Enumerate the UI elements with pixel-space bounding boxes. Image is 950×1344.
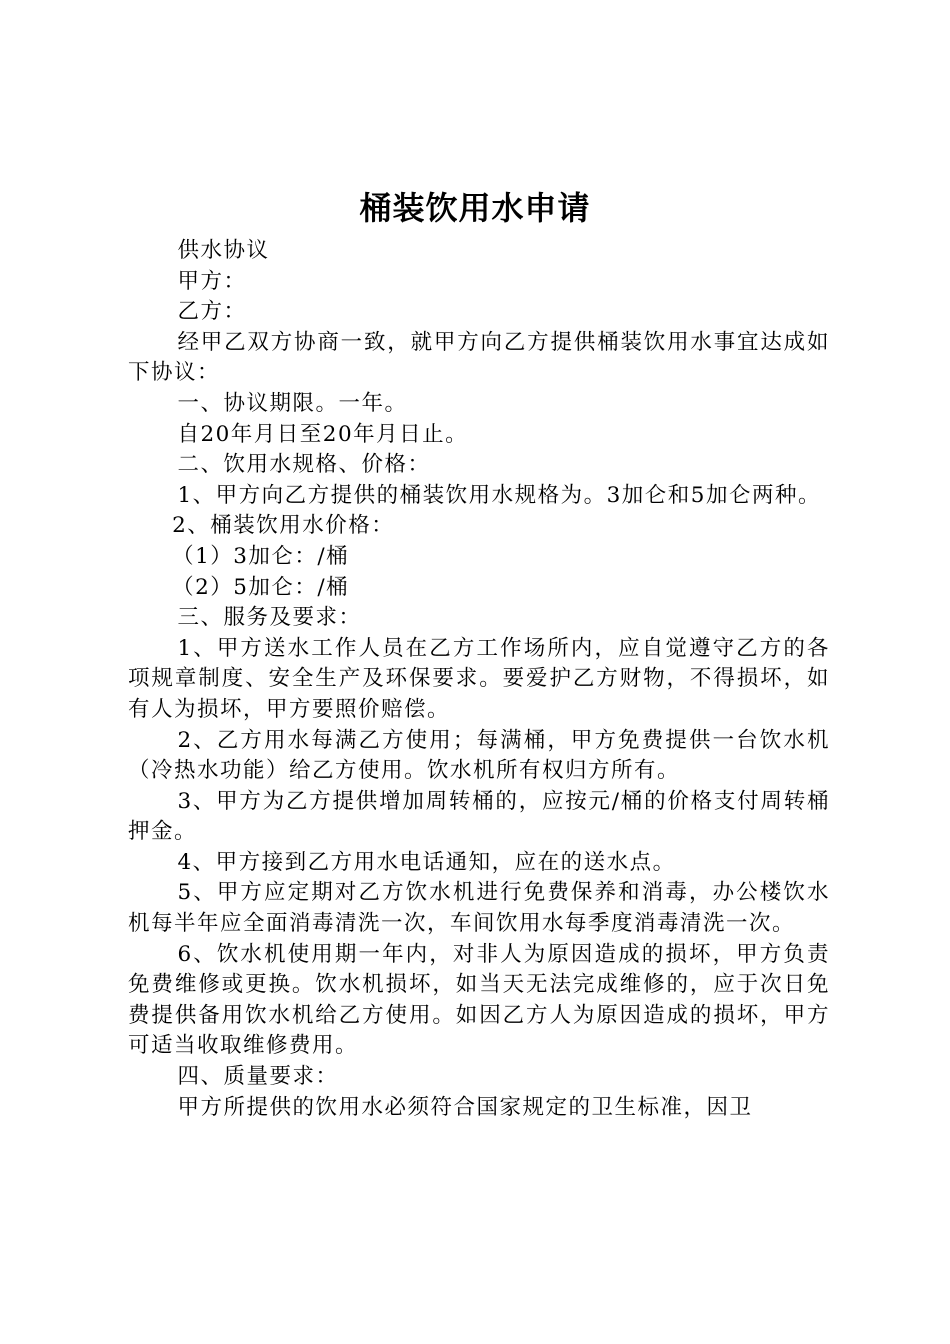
section-heading-spec-price: 二、饮用水规格、价格： (177, 452, 431, 478)
paragraph-price-3gal: （1）3加仑：/桶 (172, 543, 350, 569)
paragraph-party-b: 乙方： (177, 299, 247, 325)
paragraph-service-2: 2、乙方用水每满乙方使用；每满桶，甲方免费提供一台饮水机（冷热水功能）给乙方使用。饮水机所有权归方所有。 (128, 727, 830, 784)
paragraph-quality: 甲方所提供的饮用水必须符合国家规定的卫生标准，因卫 (177, 1094, 753, 1120)
section-heading-quality: 四、质量要求： (177, 1064, 339, 1090)
document-title: 桶装饮用水申请 (359, 189, 591, 227)
paragraph-term-dates: 自20年月日至20年月日止。 (177, 421, 469, 447)
paragraph-service-6: 6、饮水机使用期一年内，对非人为原因造成的损坏，甲方负责免费维修或更换。饮水机损坏，如当天无法完成维修的，应于次日免费提供备用饮水机给乙方使用。如因乙方人为原因造成的损坏，甲方可适当收取维修费用。 (128, 941, 830, 1059)
paragraph-intro: 经甲乙双方协商一致，就甲方向乙方提供桶装饮用水事宜达成如下协议： (128, 329, 830, 386)
paragraph-service-3: 3、甲方为乙方提供增加周转桶的，应按元/桶的价格支付周转桶押金。 (128, 788, 830, 845)
section-heading-service: 三、服务及要求： (177, 605, 362, 631)
paragraph-spec: 1、甲方向乙方提供的桶装饮用水规格为。3加仑和5加仑两种。 (177, 482, 821, 508)
paragraph-party-a: 甲方： (177, 268, 247, 294)
section-heading-term: 一、协议期限。一年。 (177, 390, 408, 416)
paragraph-price-5gal: （2）5加仑：/桶 (172, 574, 350, 600)
paragraph-service-4: 4、甲方接到乙方用水电话通知，应在的送水点。 (177, 849, 676, 875)
paragraph-subtitle: 供水协议 (177, 238, 270, 263)
paragraph-service-1: 1、甲方送水工作人员在乙方工作场所内，应自觉遵守乙方的各项规章制度、安全生产及环保要求。要爱护乙方财物，不得损坏，如有人为损坏，甲方要照价赔偿。 (128, 635, 830, 722)
paragraph-price: 2、桶装饮用水价格： (172, 513, 395, 539)
document-body (128, 236, 830, 1123)
paragraph-service-5: 5、甲方应定期对乙方饮水机进行免费保养和消毒，办公楼饮水机每半年应全面消毒清洗一次，车间饮用水每季度消毒清洗一次。 (128, 880, 830, 937)
